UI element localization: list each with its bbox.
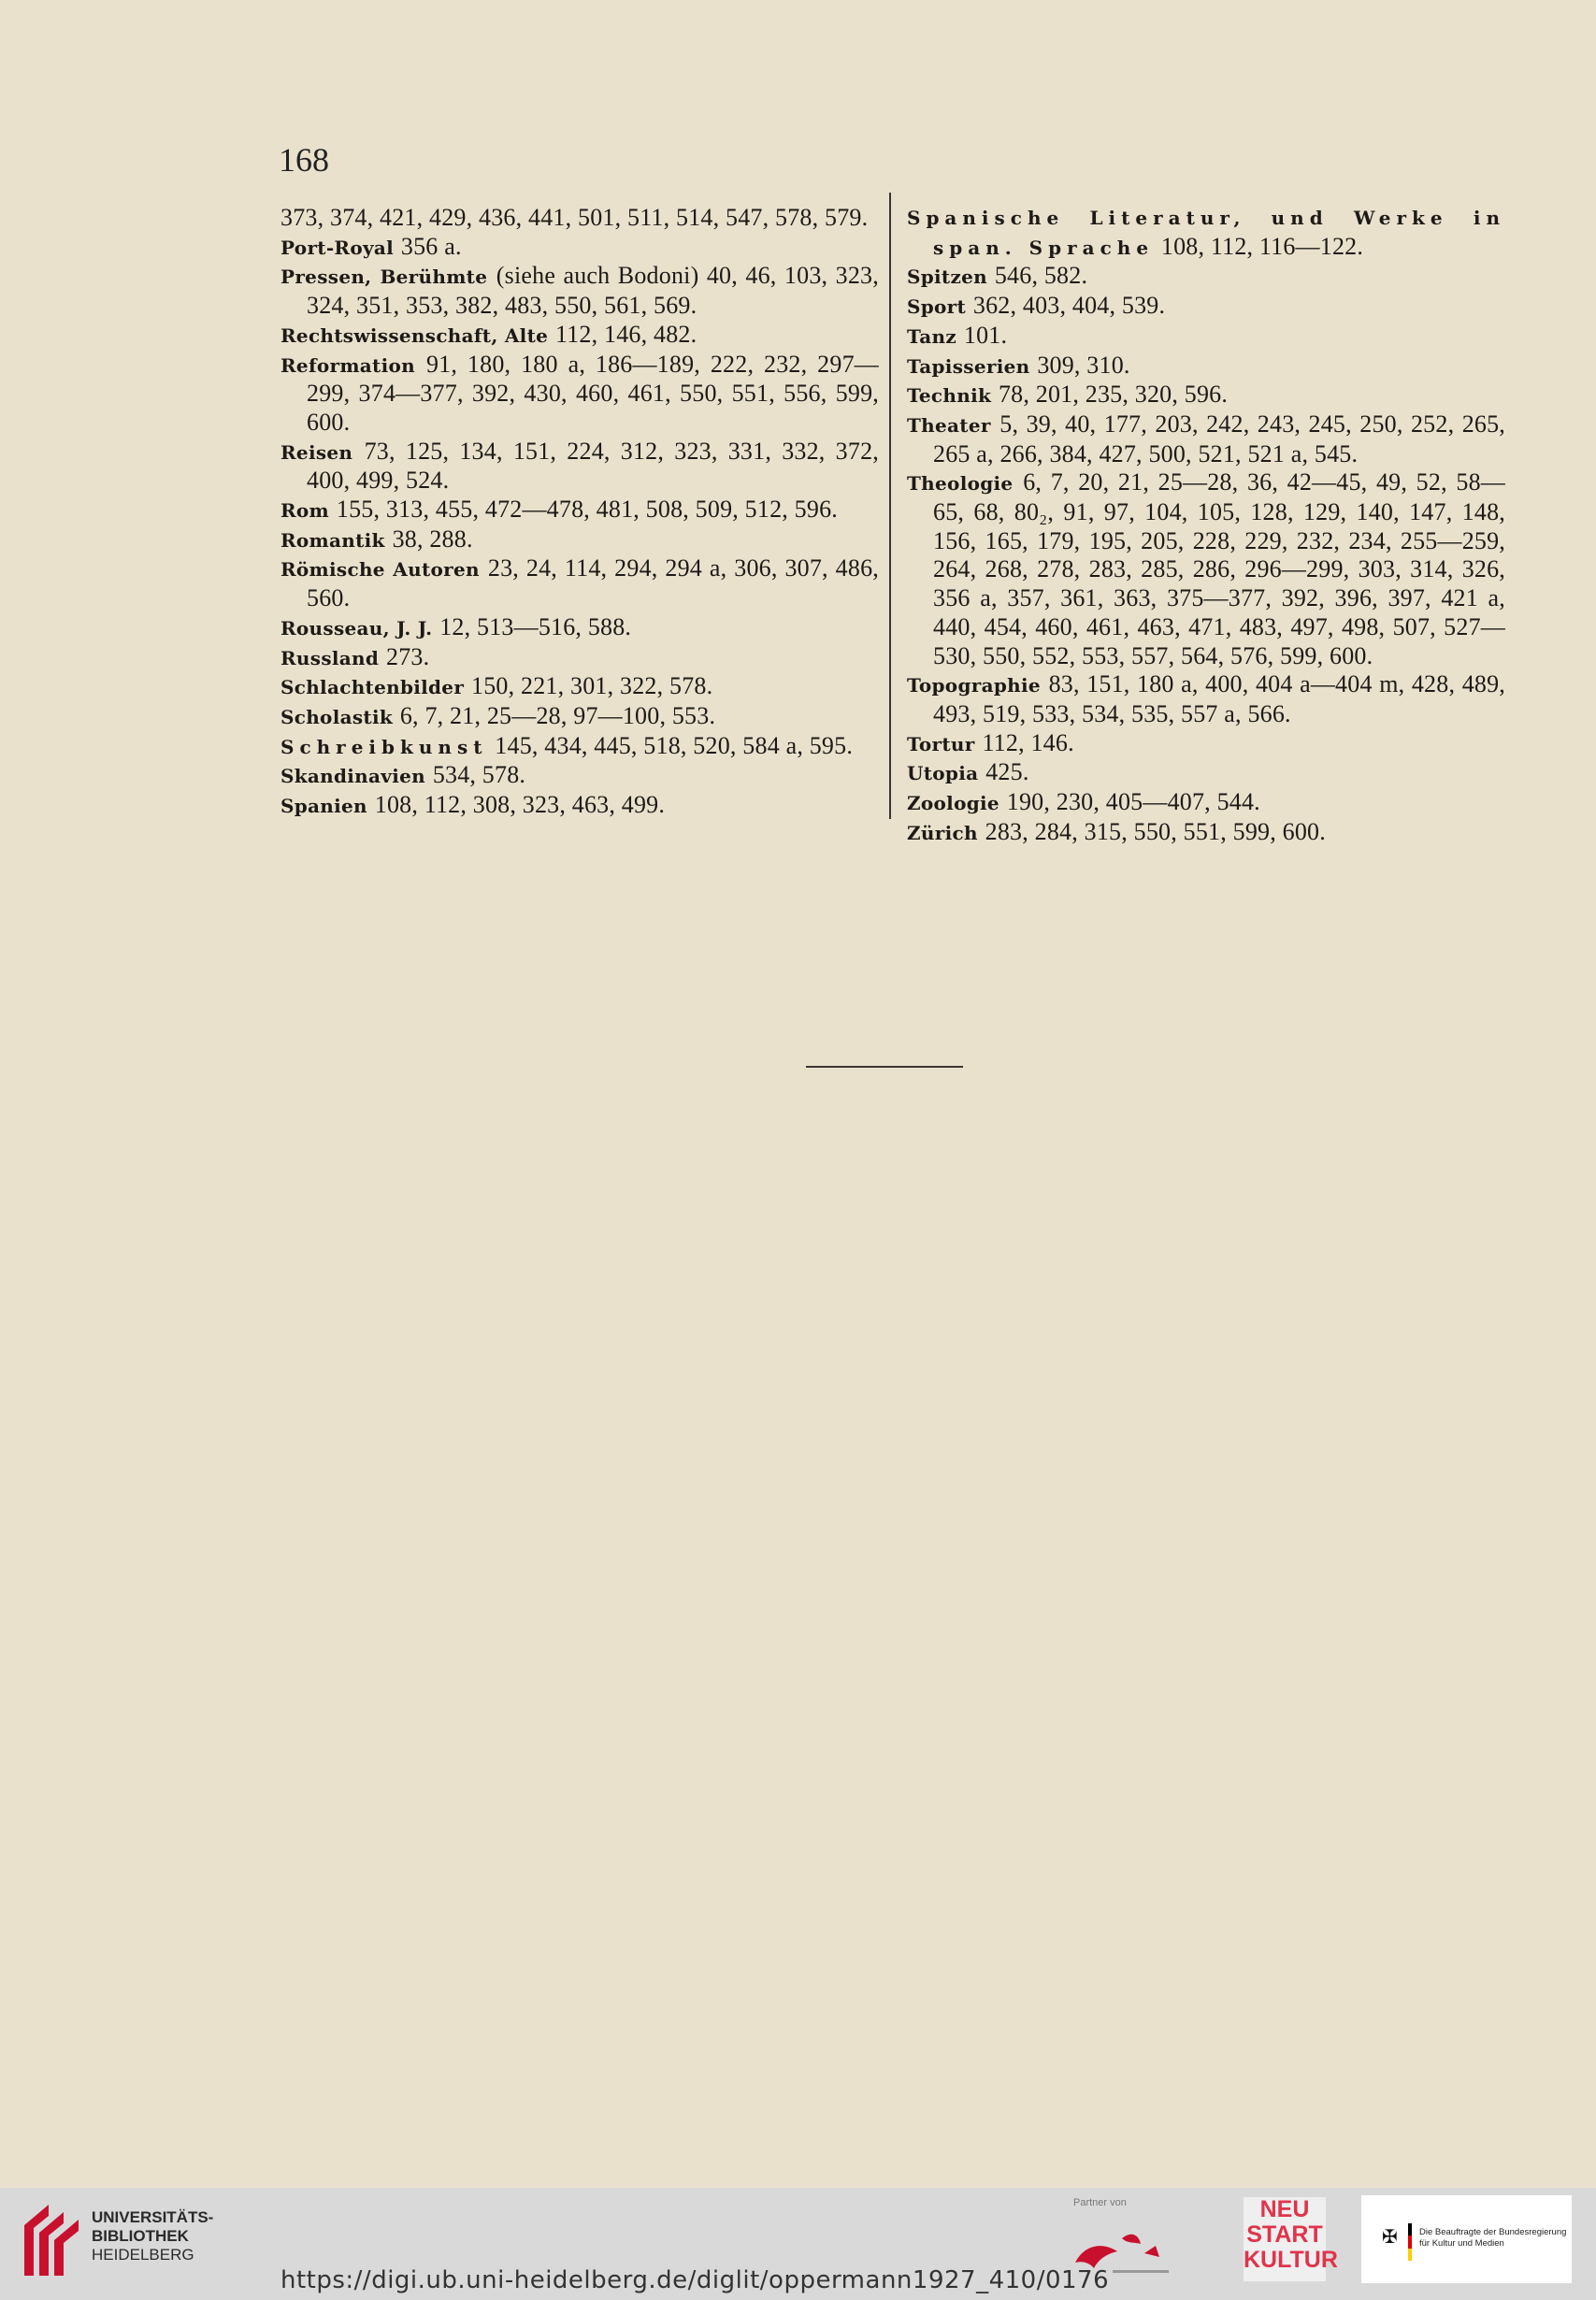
- page-number: 168: [279, 141, 329, 179]
- bkm-line-1: Die Beauftragte der Bundesregierung: [1419, 2227, 1567, 2237]
- bkm-line-2: für Kultur und Medien: [1419, 2238, 1504, 2249]
- index-entry: [907, 758, 1505, 788]
- entry-refs: 273.: [386, 642, 430, 670]
- entry-term: Skandinavien: [280, 765, 425, 788]
- neustart-line-3: KULTUR: [1244, 2247, 1338, 2273]
- entry-refs: 12, 513—516, 588.: [439, 612, 632, 640]
- entry-term: Pressen, Berühmte: [280, 266, 488, 289]
- german-flag-icon: [1408, 2223, 1412, 2261]
- entry-refs: 145, 434, 445, 518, 520, 584 a, 595.: [495, 731, 854, 759]
- index-entry: [907, 204, 1505, 262]
- index-entry: [280, 554, 879, 612]
- entry-term: Tortur: [907, 732, 975, 755]
- library-line-3: HEIDELBERG: [92, 2246, 194, 2264]
- entry-refs: 546, 582.: [994, 262, 1088, 290]
- index-entry: [907, 352, 1505, 381]
- index-entry: [907, 788, 1505, 818]
- entry-refs: 534, 578.: [432, 761, 526, 789]
- entry-refs: 108, 112, 308, 323, 463, 499.: [374, 791, 666, 819]
- university-library-logo-icon[interactable]: [17, 2197, 84, 2283]
- entry-refs: 362, 403, 404, 539.: [972, 292, 1166, 320]
- entry-refs: 6, 7, 20, 21, 25—28, 36, 42—45, 49, 52, 58—65, 68, 80₂, 91, 97, 104, 105, 128, 129, 140, 147, 148, 156, 165, 179, 195, 205, 228, 229, 232, 234, 255—259, 264, 268, 278, 283, 285, 286, 296—299, 303, 314, 326, 356 a, 357, 361, 363, 375—377, 392, 396, 397, 421 a, 440, 454, 460, 461, 463, 471, 483, 497, 498, 507, 527—530, 550, 552, 553, 557, 564, 576, 599, 600.: [933, 468, 1505, 669]
- index-entry: [907, 729, 1505, 759]
- entry-term: Reisen: [280, 440, 353, 464]
- entry-term: Port-Royal: [280, 236, 395, 259]
- entry-refs: 83, 151, 180 a, 400, 404 a—404 m, 428, 489, 493, 519, 533, 534, 535, 557 a, 566.: [933, 670, 1505, 727]
- entry-refs: 38, 288.: [392, 525, 473, 553]
- neustart-kultur-logo[interactable]: [1244, 2196, 1338, 2281]
- entry-term: Topographie: [907, 674, 1041, 697]
- index-entry: [907, 410, 1505, 468]
- index-entry: [280, 204, 879, 233]
- entry-refs: (siehe auch Bodoni) 40, 46, 103, 323, 324, 351, 353, 382, 483, 550, 561, 569.: [307, 262, 879, 320]
- index-entry: [907, 468, 1505, 670]
- entry-refs: 6, 7, 21, 25—28, 97—100, 553.: [399, 701, 716, 729]
- entry-term: Spanische Literatur, und Werke in span. Sprache: [907, 207, 1505, 259]
- index-entry: [280, 496, 879, 525]
- entry-term: Sport: [907, 295, 967, 319]
- entry-refs: 112, 146.: [982, 728, 1074, 756]
- index-entry: [280, 643, 879, 673]
- end-rule: [806, 1066, 963, 1068]
- entry-refs: 78, 201, 235, 320, 596.: [998, 381, 1229, 409]
- index-entry: [907, 818, 1505, 848]
- index-entry: [907, 381, 1505, 410]
- entry-refs: 425.: [985, 758, 1029, 786]
- entry-refs: 91, 180, 180 a, 186—189, 222, 232, 297—299, 374—377, 392, 430, 460, 461, 550, 551, 556, 599, 600.: [307, 350, 879, 436]
- neustart-line-2: START: [1246, 2221, 1323, 2248]
- entry-refs: 23, 24, 114, 294, 294 a, 306, 307, 486, 560.: [307, 554, 879, 612]
- university-library-name[interactable]: [92, 2208, 213, 2264]
- entry-term: Technik: [907, 384, 992, 408]
- index-column-right: [907, 204, 1505, 847]
- index-entry: [280, 438, 879, 496]
- index-entry: [907, 292, 1505, 322]
- neustart-line-1: NEU: [1259, 2196, 1310, 2222]
- entry-refs: 373, 374, 421, 429, 436, 441, 501, 511, 514, 547, 578, 579.: [280, 204, 869, 231]
- index-entry: [280, 791, 879, 821]
- index-entry: [280, 732, 879, 762]
- entry-refs: 101.: [963, 321, 1008, 349]
- index-entry: [280, 761, 879, 791]
- index-entry: [280, 672, 879, 702]
- library-line-2: BIBLIOTHEK: [92, 2227, 189, 2245]
- entry-term: Schreibkunst: [280, 735, 488, 758]
- index-entry: [280, 262, 879, 320]
- entry-term: Romantik: [280, 528, 385, 552]
- column-divider: [889, 193, 891, 819]
- entry-term: Theologie: [907, 472, 1014, 496]
- library-line-1: UNIVERSITÄTS-: [92, 2208, 214, 2226]
- entry-term: Tapisserien: [907, 354, 1030, 378]
- entry-term: Zürich: [907, 821, 978, 844]
- federal-eagle-icon: ✠: [1382, 2225, 1398, 2248]
- entry-refs: 309, 310.: [1037, 351, 1130, 379]
- entry-term: Römische Autoren: [280, 558, 480, 582]
- entry-refs: 155, 313, 455, 472—478, 481, 508, 509, 512, 596.: [336, 496, 838, 524]
- index-entry: [907, 322, 1505, 352]
- index-entry: [280, 702, 879, 732]
- entry-term: Rom: [280, 499, 330, 523]
- index-entry: [280, 613, 879, 643]
- entry-term: Scholastik: [280, 705, 394, 728]
- entry-refs: 73, 125, 134, 151, 224, 312, 323, 331, 332, 372, 400, 499, 524.: [307, 437, 879, 495]
- entry-term: Russland: [280, 646, 380, 669]
- entry-term: Spanien: [280, 795, 367, 818]
- entry-refs: 150, 221, 301, 322, 578.: [471, 672, 713, 700]
- permalink-url[interactable]: https://digi.ub.uni-heidelberg.de/diglit/oppermann1927_410/0176: [280, 2266, 1110, 2294]
- index-column-left: [280, 204, 879, 821]
- entry-refs: 112, 146, 482.: [555, 320, 697, 348]
- entry-refs: 283, 284, 315, 550, 551, 599, 600.: [985, 817, 1326, 845]
- entry-term: Utopia: [907, 762, 979, 785]
- entry-refs: 108, 112, 116—122.: [1160, 232, 1364, 260]
- entry-term: Theater: [907, 413, 991, 437]
- index-entry: [280, 351, 879, 438]
- bkm-text: [1419, 2227, 1566, 2250]
- index-entry: [280, 525, 879, 555]
- entry-term: Rousseau, J. J.: [280, 616, 433, 640]
- index-entry: [907, 670, 1505, 728]
- index-entry: [280, 321, 879, 351]
- entry-term: Spitzen: [907, 266, 987, 289]
- entry-refs: 190, 230, 405—407, 544.: [1006, 788, 1260, 816]
- bkm-logo[interactable]: [1361, 2195, 1572, 2283]
- index-entry: [907, 262, 1505, 292]
- entry-term: Tanz: [907, 324, 957, 348]
- entry-term: Zoologie: [907, 792, 999, 815]
- index-entry: [280, 233, 879, 263]
- partner-label: Partner von: [1073, 2197, 1127, 2208]
- entry-term: Schlachtenbilder: [280, 676, 465, 699]
- entry-refs: 356 a.: [400, 232, 462, 260]
- entry-refs: 5, 39, 40, 177, 203, 242, 243, 245, 250, 252, 265, 265 a, 266, 384, 427, 500, 521, 521 a, 545.: [933, 410, 1505, 467]
- entry-term: Rechtswissenschaft, Alte: [280, 323, 549, 347]
- entry-term: Reformation: [280, 353, 415, 377]
